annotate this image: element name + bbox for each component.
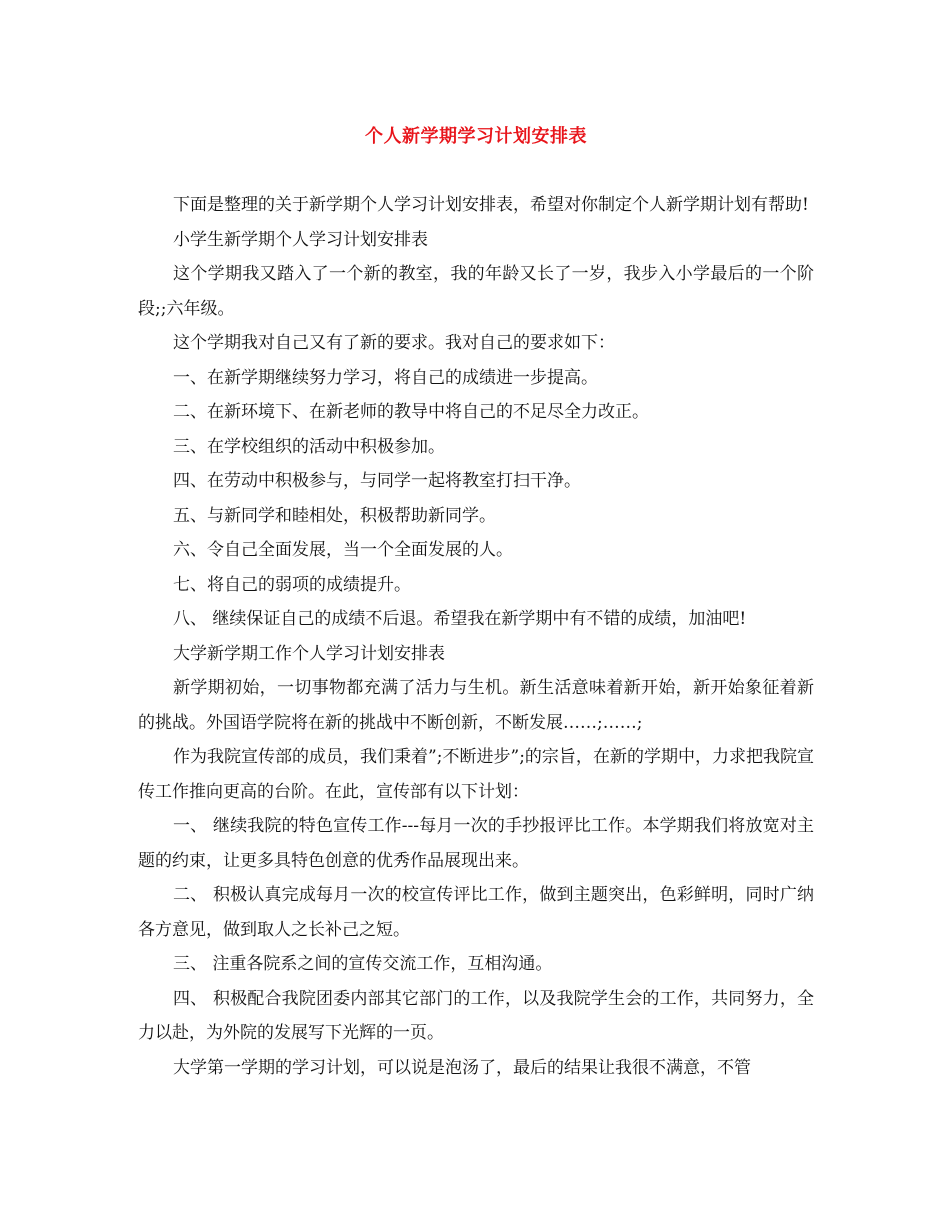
- paragraph: 二、在新环境下、在新老师的教导中将自己的不足尽全力改正。: [173, 402, 649, 422]
- paragraph: 三、 注重各院系之间的宣传交流工作，互相沟通。: [173, 954, 553, 974]
- paragraph: 二、 积极认真完成每月一次的校宣传评比工作，做到主题突出，色彩鲜明，同时广纳各方意见，做到取人之长补己之短。: [138, 885, 814, 940]
- paragraph: 六、令自己全面发展，当一个全面发展的人。: [173, 540, 513, 560]
- document-body: [138, 188, 814, 1085]
- paragraph: 四、 积极配合我院团委内部其它部门的工作，以及我院学生会的工作，共同努力，全力以赴，为外院的发展写下光辉的一页。: [138, 988, 814, 1043]
- paragraph: 新学期初始，一切事物都充满了活力与生机。新生活意味着新开始，新开始象征着新的挑战。外国语学院将在新的挑战中不断创新，不断发展……;……;: [138, 678, 814, 733]
- document-title: 个人新学期学习计划安排表: [365, 126, 587, 147]
- paragraph: 一、在新学期继续努力学习，将自己的成绩进一步提高。: [173, 367, 598, 388]
- paragraph: 五、与新同学和睦相处，积极帮助新同学。: [173, 505, 496, 526]
- paragraph: 下面是整理的关于新学期个人学习计划安排表，希望对你制定个人新学期计划有帮助!: [173, 195, 809, 215]
- paragraph: 小学生新学期个人学习计划安排表: [173, 229, 428, 250]
- paragraph: 大学新学期工作个人学习计划安排表: [173, 643, 445, 664]
- paragraph: 这个学期我又踏入了一个新的教室，我的年龄又长了一岁，我步入小学最后的一个阶段;;六年级。: [138, 264, 814, 319]
- paragraph: 八、 继续保证自己的成绩不后退。希望我在新学期中有不错的成绩，加油吧!: [173, 609, 747, 629]
- paragraph: 一、 继续我院的特色宣传工作---每月一次的手抄报评比工作。本学期我们将放宽对主题的约束，让更多具特色创意的优秀作品展现出来。: [138, 816, 814, 871]
- paragraph: 三、在学校组织的活动中积极参加。: [173, 436, 445, 457]
- paragraph: 作为我院宣传部的成员，我们秉着”;不断进步”;的宗旨，在新的学期中，力求把我院宣传工作推向更高的台阶。在此，宣传部有以下计划：: [138, 747, 814, 802]
- paragraph: 大学第一学期的学习计划，可以说是泡汤了，最后的结果让我很不满意，不管: [173, 1057, 751, 1078]
- paragraph: 七、将自己的弱项的成绩提升。: [173, 574, 411, 595]
- paragraph: 四、在劳动中积极参与，与同学一起将教室打扫干净。: [173, 471, 581, 491]
- paragraph: 这个学期我对自己又有了新的要求。我对自己的要求如下：: [173, 333, 615, 353]
